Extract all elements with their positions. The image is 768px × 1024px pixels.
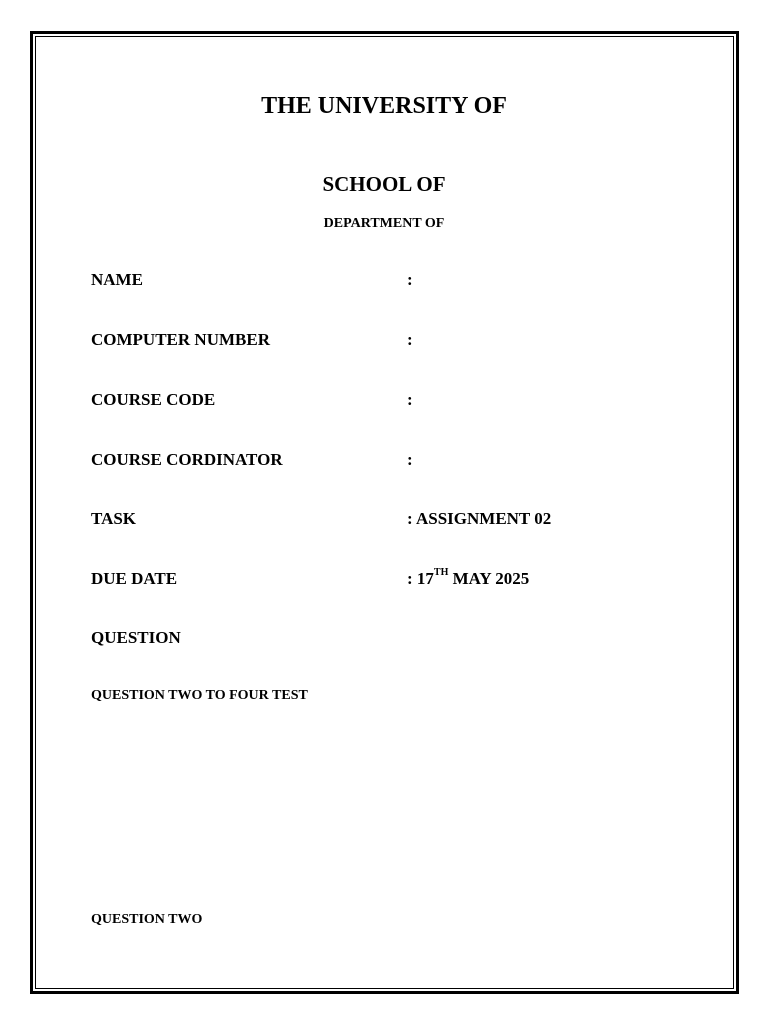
field-value: : ASSIGNMENT 02 <box>407 509 552 528</box>
field-label: COMPUTER NUMBER <box>91 330 270 349</box>
due-date-suffix: MAY 2025 <box>448 569 530 588</box>
field-value: : <box>407 450 413 469</box>
due-date-ordinal-suffix: TH <box>433 567 449 578</box>
field-value: : <box>407 270 413 289</box>
field-label: COURSE CODE <box>91 390 216 409</box>
field-label: COURSE CORDINATOR <box>91 450 283 469</box>
field-row-course-coordinator <box>91 450 691 474</box>
field-value-due-date <box>407 569 529 589</box>
field-row-course-code <box>91 390 691 414</box>
school-title: SCHOOL OF <box>322 172 446 196</box>
field-label: DUE DATE <box>91 569 178 588</box>
field-label: NAME <box>91 270 143 289</box>
question-heading: QUESTION <box>91 628 181 647</box>
question-two-heading: QUESTION TWO <box>91 912 203 927</box>
field-row-due-date <box>91 569 691 593</box>
field-value: : <box>407 390 413 409</box>
field-row-name <box>91 270 691 294</box>
field-value: : <box>407 330 413 349</box>
department-title: DEPARTMENT OF <box>323 216 445 231</box>
university-title: THE UNIVERSITY OF <box>261 93 507 119</box>
question-subheading: QUESTION TWO TO FOUR TEST <box>91 688 308 703</box>
field-row-computer-number <box>91 330 691 354</box>
field-row-task <box>91 509 691 533</box>
due-date-prefix: : 17 <box>407 569 434 588</box>
field-label: TASK <box>91 509 137 528</box>
